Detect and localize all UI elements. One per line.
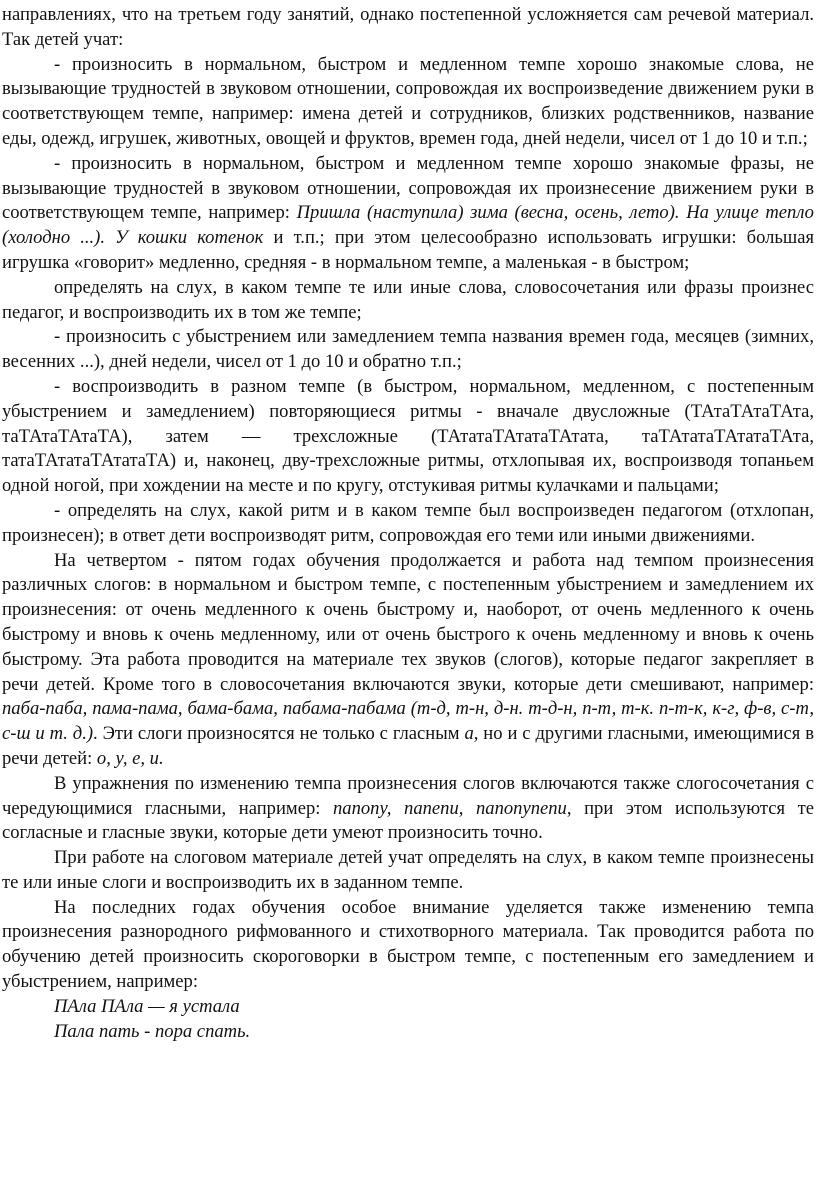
text-segment: . Эти слоги произносятся не только с гласным (93, 723, 465, 745)
verse-line: Пала пать - пора спать. (54, 1020, 251, 1042)
text-segment: , при этом используются те согласные и гласные звуки, которые дети умеют произносить точно. (2, 797, 814, 844)
verse-line: ПАла ПАла — я устала (54, 995, 240, 1017)
text-segment: - произносить с убыстрением или замедлением темпа названия времен года, месяцев (зимних, весенних ...), дней недели, чисел от 1 до 10 и обратно т.п.; (2, 326, 814, 373)
paragraph-acceleration (2, 325, 814, 375)
paragraph-rhythms (2, 375, 814, 499)
text-segment: , но и с другими гласными, имеющимися в речи детей: (2, 723, 814, 769)
paragraph-phrases-tempo (2, 152, 814, 276)
text-segment: - произносить в нормальном, быстром и медленном темпе хорошо знакомые слова, не вызывающие трудностей в звуковом отношении, сопровождая их воспроизведение движением руки в соответствующем темпе, например: имена детей и сотрудников, близких родственников, название еды, одежд, игрушек, животных, овощей и фруктов, времен года, дней недели, чисел от 1 до 10 и т.п.; (2, 53, 814, 149)
paragraph-rhythm-recognition (2, 499, 814, 549)
italic-example: папопу, папепи, папопупепи (332, 797, 567, 819)
paragraph-final-years (2, 896, 814, 995)
paragraph-syllable-listening (2, 846, 814, 896)
text-segment: При работе на слоговом материале детей учат определять на слух, в каком темпе произнесены те или иные слоги и воспроизводить их в заданном темпе. (2, 847, 814, 893)
paragraph-intro (2, 3, 814, 53)
text-segment: На последних годах обучения особое внимание уделяется также изменению темпа произнесения разнородного рифмованного и стихотворного материала. Так проводится работа по обучению детей произносить скороговорки в быстром темпе, с постепенным его замедлением и убыстрением, например: (2, 896, 814, 993)
text-segment: направлениях, что на третьем году занятий, однако постепенной усложняется сам речевой материал. Так детей учат: (2, 4, 814, 50)
text-segment: - произносить в нормальном, быстром и медленном темпе хорошо знакомые фразы, не вызывающие трудностей в звуковом отношении, сопровождая их произнесение движением руки в соответствующем темпе, например: (2, 152, 814, 224)
text-segment: и т.п.; при этом целесообразно использовать игрушки: большая игрушка «говорит» медленно, средняя - в нормальном темпе, а маленькая - в быстром; (2, 227, 814, 273)
text-segment: - определять на слух, какой ритм и в каком темпе был воспроизведен педагогом (отхлопан, произнесен); в ответ дети воспроизводят ритм, сопровождая его теми или иными движениями. (2, 499, 814, 546)
paragraph-syllable-combinations (2, 772, 814, 846)
italic-example: а (464, 723, 474, 745)
italic-example: о, у, е, и. (96, 747, 164, 769)
italic-example: паба-паба, пама-пама, бама-бама, пабама-пабама (т-д, т-н, д-н. т-д-н, п-т, т-к. п-т-к, к-г, ф-в, с-т, с-ш и т. д.) (2, 698, 814, 745)
paragraph-listening (2, 276, 814, 326)
paragraph-words-tempo (2, 53, 814, 152)
text-segment: На четвертом - пятом годах обучения продолжается и работа над темпом произнесения различных слогов: в нормальном и быстром темпе, с постепенным убыстрением и замедлением их произнесения: от очень медленного к очень быстрому и, наоборот, от очень медленного к очень быстрому и вновь к очень медленному, или от очень быстрого к очень медленному и вновь к очень быстрому. Эта работа проводится на материале тех звуков (слогов), которые педагог закрепляет в речи детей. Кроме того в словосочетания включаются звуки, которые дети смешивают, например: (2, 549, 814, 695)
text-segment: - воспроизводить в разном темпе (в быстром, нормальном, медленном, с постепенным убыстрением и замедлением) повторяющиеся ритмы - вначале двусложные (ТАтаТАтаТАта, таТАтаТАтаТА), затем — трехсложные (ТАтатаТАтатаТАтата, таТАтатаТАтатаТАта, татаТАтатаТАтатаТА) и, наконец, дву-трехсложные ритмы, отхлопывая их, воспроизводя топаньем одной ногой, при хождении на месте и по кругу, отстукивая ритмы кулачками и пальцами; (2, 375, 814, 497)
text-segment: В упражнения по изменению темпа произнесения слогов включаются также слогосочетания с чередующимися гласными, например: (2, 772, 814, 819)
paragraph-fourth-fifth-years (2, 549, 814, 772)
text-segment: определять на слух, в каком темпе те или иные слова, словосочетания или фразы произнес педагог, и воспроизводить их в том же темпе; (2, 276, 814, 323)
italic-example: Пришла (наступила) зима (весна, осень, лето). На улице тепло (холодно ...). У кошки котенок (2, 202, 814, 249)
